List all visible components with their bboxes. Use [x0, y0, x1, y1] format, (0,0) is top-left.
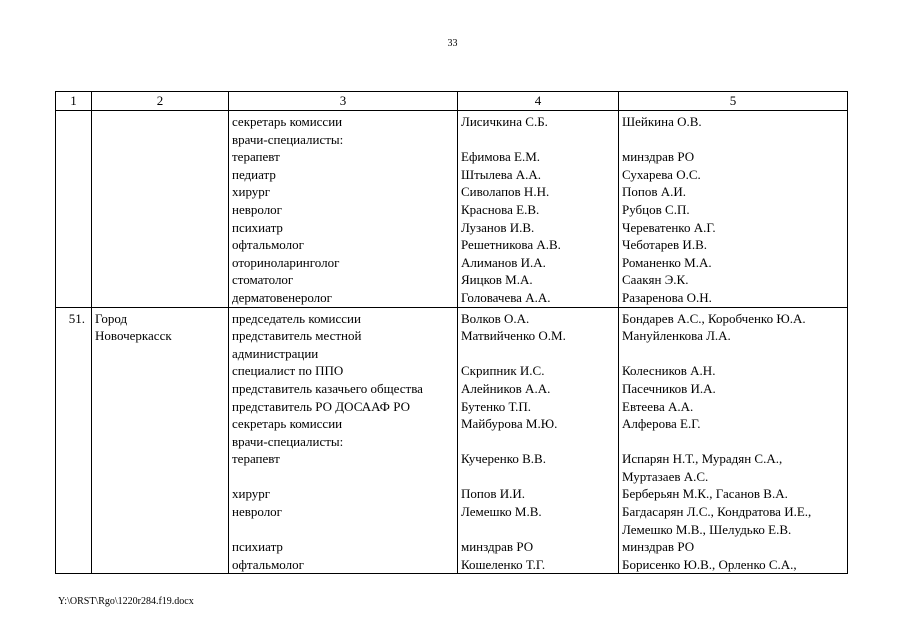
- role-line: стоматолог: [232, 272, 294, 288]
- member-line: [461, 468, 615, 486]
- member-line: [461, 521, 615, 539]
- reserve-line: Чеботарев И.В.: [622, 237, 707, 253]
- reserve-line: Шейкина О.В.: [622, 114, 702, 129]
- member-line: Попов И.И.: [461, 486, 526, 502]
- role-line: хирург: [232, 486, 271, 502]
- city-line: Новочеркасск: [95, 328, 172, 344]
- reserve-line: минздрав РО: [622, 149, 695, 165]
- member-line: Лисичкина С.Б.: [461, 114, 548, 129]
- member-line: Скрипник И.С.: [461, 363, 545, 379]
- table-row: [56, 111, 848, 308]
- member-line: [461, 345, 615, 363]
- role-line: психиатр: [232, 219, 283, 235]
- member-line: Решетникова А.В.: [461, 237, 561, 253]
- role-line: офтальмолог: [232, 556, 304, 572]
- reserve-line: Сухарева О.С.: [622, 166, 701, 182]
- role-line: представитель местной: [232, 328, 362, 344]
- reserve-line: [622, 433, 844, 451]
- reserve-line: [622, 345, 844, 363]
- reserve-line: Лемешко М.В., Шелудько Е.В.: [622, 521, 792, 537]
- role-line: секретарь комиссии: [232, 114, 343, 129]
- table-row: [56, 307, 848, 574]
- column-header-3: 3: [229, 92, 458, 111]
- reserve-line: минздрав РО: [622, 539, 695, 555]
- reserve-line: Испарян Н.Т., Мурадян С.А.,: [622, 451, 783, 467]
- member-line: Краснова Е.В.: [461, 201, 540, 217]
- column-header-4: 4: [458, 92, 619, 111]
- member-cell: [458, 307, 619, 574]
- role-line: психиатр: [232, 539, 283, 555]
- role-line: секретарь комиссии: [232, 416, 343, 432]
- page-number: 33: [447, 38, 458, 49]
- reserve-line: Романенко М.А.: [622, 254, 712, 270]
- role-line: терапевт: [232, 451, 280, 467]
- reserve-cell: [619, 307, 848, 574]
- role-line: врачи-специалисты:: [232, 131, 344, 147]
- city-cell: [92, 111, 229, 308]
- member-line: Кучеренко В.В.: [461, 451, 546, 467]
- role-line: представитель казачьего общества: [232, 380, 423, 396]
- role-line: председатель комиссии: [232, 310, 361, 326]
- member-line: Алиманов И.А.: [461, 254, 546, 270]
- role-line: терапевт: [232, 149, 280, 165]
- reserve-line: Алферова Е.Г.: [622, 416, 701, 432]
- reserve-line: Муртазаев А.С.: [622, 468, 709, 484]
- row-number-cell: [56, 111, 92, 308]
- city-cell: [92, 307, 229, 574]
- reserve-line: Мануйленкова Л.А.: [622, 328, 731, 344]
- reserve-line: Саакян Э.К.: [622, 272, 689, 288]
- member-line: минздрав РО: [461, 539, 534, 555]
- member-line: Майбурова М.Ю.: [461, 416, 558, 432]
- member-line: Бутенко Т.П.: [461, 398, 531, 414]
- role-line: врачи-специалисты:: [232, 433, 344, 449]
- role-line: дерматовенеролог: [232, 289, 332, 305]
- footer-file-path: Y:\ORST\Rgo\1220r284.f19.docx: [58, 596, 194, 607]
- member-line: Лузанов И.В.: [461, 219, 535, 235]
- member-line: Головачева А.А.: [461, 289, 551, 305]
- reserve-line: Попов А.И.: [622, 184, 687, 200]
- table-header-row: [56, 92, 848, 111]
- reserve-line: [622, 131, 844, 149]
- member-cell: [458, 111, 619, 308]
- member-line: [461, 433, 615, 451]
- reserve-line: Бондарев А.С., Коробченко Ю.А.: [622, 310, 806, 326]
- reserve-line: Евтеева А.А.: [622, 398, 694, 414]
- role-cell: [229, 111, 458, 308]
- reserve-line: Багдасарян Л.С., Кондратова И.Е.,: [622, 504, 812, 520]
- city-line: Город: [95, 310, 128, 326]
- reserve-cell: [619, 111, 848, 308]
- role-line: администрации: [232, 345, 319, 361]
- role-line: [232, 468, 454, 486]
- member-line: Яицков М.А.: [461, 272, 533, 288]
- reserve-line: Рубцов С.П.: [622, 201, 690, 217]
- member-line: Штылева А.А.: [461, 166, 542, 182]
- column-header-5: 5: [619, 92, 848, 111]
- role-line: [232, 521, 454, 539]
- role-line: педиатр: [232, 166, 276, 182]
- member-line: Матвийченко О.М.: [461, 328, 566, 344]
- member-line: Алейников А.А.: [461, 380, 551, 396]
- reserve-line: Колесников А.Н.: [622, 363, 716, 379]
- member-line: Кошеленко Т.Г.: [461, 556, 546, 572]
- member-line: Лемешко М.В.: [461, 504, 542, 520]
- member-line: Сиволапов Н.Н.: [461, 184, 550, 200]
- role-cell: [229, 307, 458, 574]
- member-line: Волков О.А.: [461, 310, 530, 326]
- role-line: хирург: [232, 184, 271, 200]
- column-header-1: 1: [56, 92, 92, 111]
- reserve-line: Разаренова О.Н.: [622, 289, 712, 305]
- row-number-cell: 51.: [56, 307, 92, 574]
- role-line: специалист по ППО: [232, 363, 344, 379]
- column-header-2: 2: [92, 92, 229, 111]
- table-body: [56, 111, 848, 574]
- reserve-line: Пасечников И.А.: [622, 380, 716, 396]
- member-line: Ефимова Е.М.: [461, 149, 541, 165]
- role-line: офтальмолог: [232, 237, 304, 253]
- commission-table: [55, 91, 848, 574]
- role-line: невролог: [232, 201, 283, 217]
- reserve-line: Борисенко Ю.В., Орленко С.А.,: [622, 556, 797, 572]
- member-line: [461, 131, 615, 149]
- role-line: невролог: [232, 504, 283, 520]
- role-line: оториноларинголог: [232, 254, 340, 270]
- reserve-line: Череватенко А.Г.: [622, 219, 716, 235]
- reserve-line: Берберьян М.К., Гасанов В.А.: [622, 486, 788, 502]
- role-line: представитель РО ДОСААФ РО: [232, 398, 410, 414]
